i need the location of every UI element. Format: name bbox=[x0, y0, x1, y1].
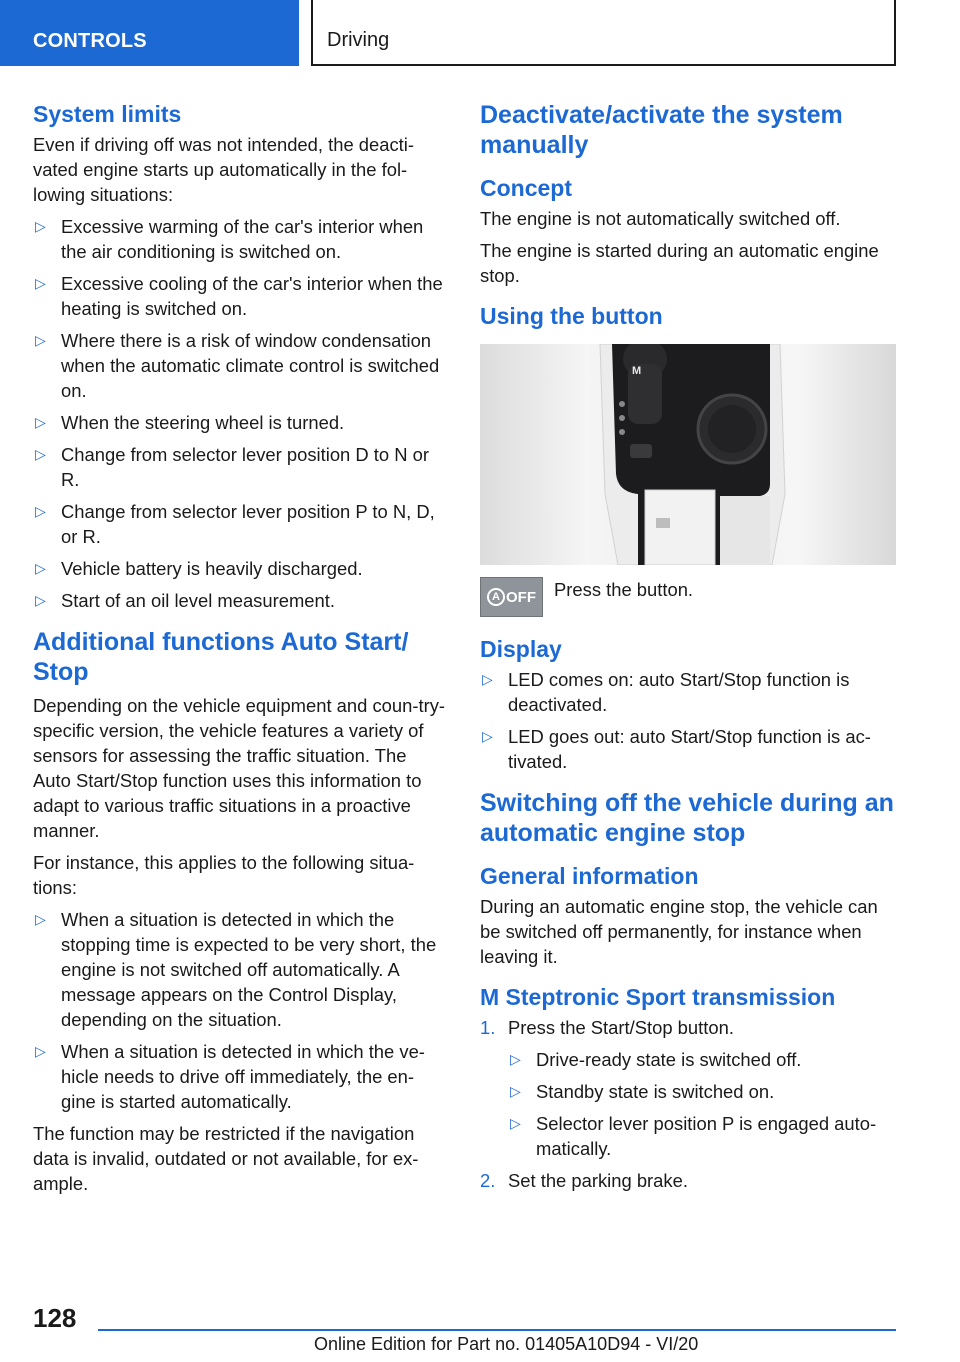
step-item bbox=[480, 1015, 896, 1161]
additional-functions-heading: Additional functions Auto Start/ Stop bbox=[33, 628, 409, 686]
list-item: ▷ Standby state is switched on. bbox=[510, 1081, 775, 1102]
concept-para-2: The engine is started during an automatic engine stop. bbox=[480, 240, 879, 286]
list-item: ▷ Selector lever position P is engaged auto-matically. bbox=[510, 1113, 877, 1159]
edition-text: Online Edition for Part no. 01405A10D94 - VI/20 bbox=[314, 1334, 699, 1354]
deactivate-heading: Deactivate/activate the system manually bbox=[480, 101, 843, 159]
steptronic-heading: M Steptronic Sport transmission bbox=[480, 984, 836, 1010]
section-tab[interactable]: CONTROLS bbox=[0, 0, 299, 66]
list-item: ▷ Excessive cooling of the car's interior when the heating is switched on. bbox=[35, 273, 443, 319]
list-item: ▷ Excessive warming of the car's interior when the air conditioning is switched on. bbox=[35, 216, 424, 262]
list-item: ▷ Change from selector lever position D to N or R. bbox=[35, 444, 429, 490]
list-item: ▷ Where there is a risk of window condensation when the automatic climate control is switched on. bbox=[35, 330, 440, 401]
press-button-text: Press the button. bbox=[554, 579, 694, 600]
additional-list bbox=[33, 907, 446, 1114]
auto-start-stop-button[interactable] bbox=[480, 577, 543, 617]
list-item: ▷ When a situation is detected in which the stopping time is expected to be very short, the engine is not switched off automatically. A message appears on the Control Display, depending on the situation. bbox=[35, 909, 437, 1030]
concept-heading: Concept bbox=[480, 175, 572, 201]
step-text: Press the Start/Stop button. bbox=[508, 1017, 734, 1038]
center-console-illustration bbox=[480, 344, 896, 565]
footer-rule bbox=[98, 1329, 896, 1331]
triangle-bullet-icon: ▷ bbox=[35, 503, 46, 519]
step-sub-list bbox=[508, 1047, 896, 1161]
list-item: ▷ Drive-ready state is switched off. bbox=[510, 1049, 802, 1070]
using-button-heading: Using the button bbox=[480, 303, 663, 329]
display-list bbox=[480, 667, 896, 774]
step-number: 2. bbox=[480, 1170, 496, 1191]
list-item: ▷ Change from selector lever position P to N, D, or R. bbox=[35, 501, 435, 547]
list-item: ▷ LED comes on: auto Start/Stop function is deactivated. bbox=[482, 669, 850, 715]
page-number: 128 bbox=[33, 1303, 77, 1333]
center-console-photo bbox=[480, 344, 896, 565]
switching-off-heading: Switching off the vehicle during an automatic engine stop bbox=[480, 789, 894, 847]
triangle-bullet-icon: ▷ bbox=[35, 275, 46, 291]
left-column bbox=[33, 100, 446, 1203]
triangle-bullet-icon: ▷ bbox=[35, 1043, 46, 1059]
step-text: Set the parking brake. bbox=[508, 1170, 688, 1191]
auto-start-stop-icon: A bbox=[487, 588, 505, 606]
general-info-para: During an automatic engine stop, the vehicle can be switched off permanently, for instance when leaving it. bbox=[480, 896, 878, 967]
list-item: ▷ Start of an oil level measurement. bbox=[35, 590, 335, 611]
triangle-bullet-icon: ▷ bbox=[510, 1083, 521, 1099]
system-limits-heading: System limits bbox=[33, 101, 182, 127]
chapter-title: Driving bbox=[311, 0, 896, 66]
page-header bbox=[0, 0, 960, 66]
off-label: OFF bbox=[506, 588, 536, 606]
triangle-bullet-icon: ▷ bbox=[35, 592, 46, 608]
general-info-heading: General information bbox=[480, 863, 699, 889]
system-limits-list bbox=[33, 214, 446, 613]
list-item: ▷ When the steering wheel is turned. bbox=[35, 412, 345, 433]
list-item: ▷ LED goes out: auto Start/Stop function is ac-tivated. bbox=[482, 726, 871, 772]
step-item bbox=[480, 1168, 896, 1193]
triangle-bullet-icon: ▷ bbox=[35, 414, 46, 430]
concept-para-1: The engine is not automatically switched off. bbox=[480, 208, 841, 229]
additional-para-1: Depending on the vehicle equipment and coun-try-specific version, the vehicle features a variety of sensors for assessing the traffic situation. The Auto Start/Stop function uses this information to adapt to various traffic situations in a proactive manner. bbox=[33, 695, 446, 841]
triangle-bullet-icon: ▷ bbox=[35, 332, 46, 348]
list-item: ▷ Vehicle battery is heavily discharged. bbox=[35, 558, 363, 579]
step-number: 1. bbox=[480, 1017, 496, 1038]
triangle-bullet-icon: ▷ bbox=[482, 671, 493, 687]
triangle-bullet-icon: ▷ bbox=[35, 446, 46, 462]
additional-para-2: For instance, this applies to the following situa-tions: bbox=[33, 852, 415, 898]
triangle-bullet-icon: ▷ bbox=[35, 560, 46, 576]
triangle-bullet-icon: ▷ bbox=[510, 1051, 521, 1067]
additional-para-3: The function may be restricted if the navigation data is invalid, outdated or not available, for ex-ample. bbox=[33, 1123, 419, 1194]
steptronic-steps bbox=[480, 1015, 896, 1193]
list-item: ▷ When a situation is detected in which the ve-hicle needs to drive off immediately, the en-gine is started automatically. bbox=[35, 1041, 425, 1112]
triangle-bullet-icon: ▷ bbox=[35, 218, 46, 234]
triangle-bullet-icon: ▷ bbox=[510, 1115, 521, 1131]
right-column bbox=[480, 100, 896, 1200]
triangle-bullet-icon: ▷ bbox=[35, 911, 46, 927]
display-heading: Display bbox=[480, 636, 562, 662]
svg-text:M: M bbox=[632, 365, 642, 377]
button-instruction-row bbox=[480, 577, 896, 617]
triangle-bullet-icon: ▷ bbox=[482, 728, 493, 744]
system-limits-intro: Even if driving off was not intended, the deacti-vated engine starts up automatically in the fol-lowing situations: bbox=[33, 134, 414, 205]
